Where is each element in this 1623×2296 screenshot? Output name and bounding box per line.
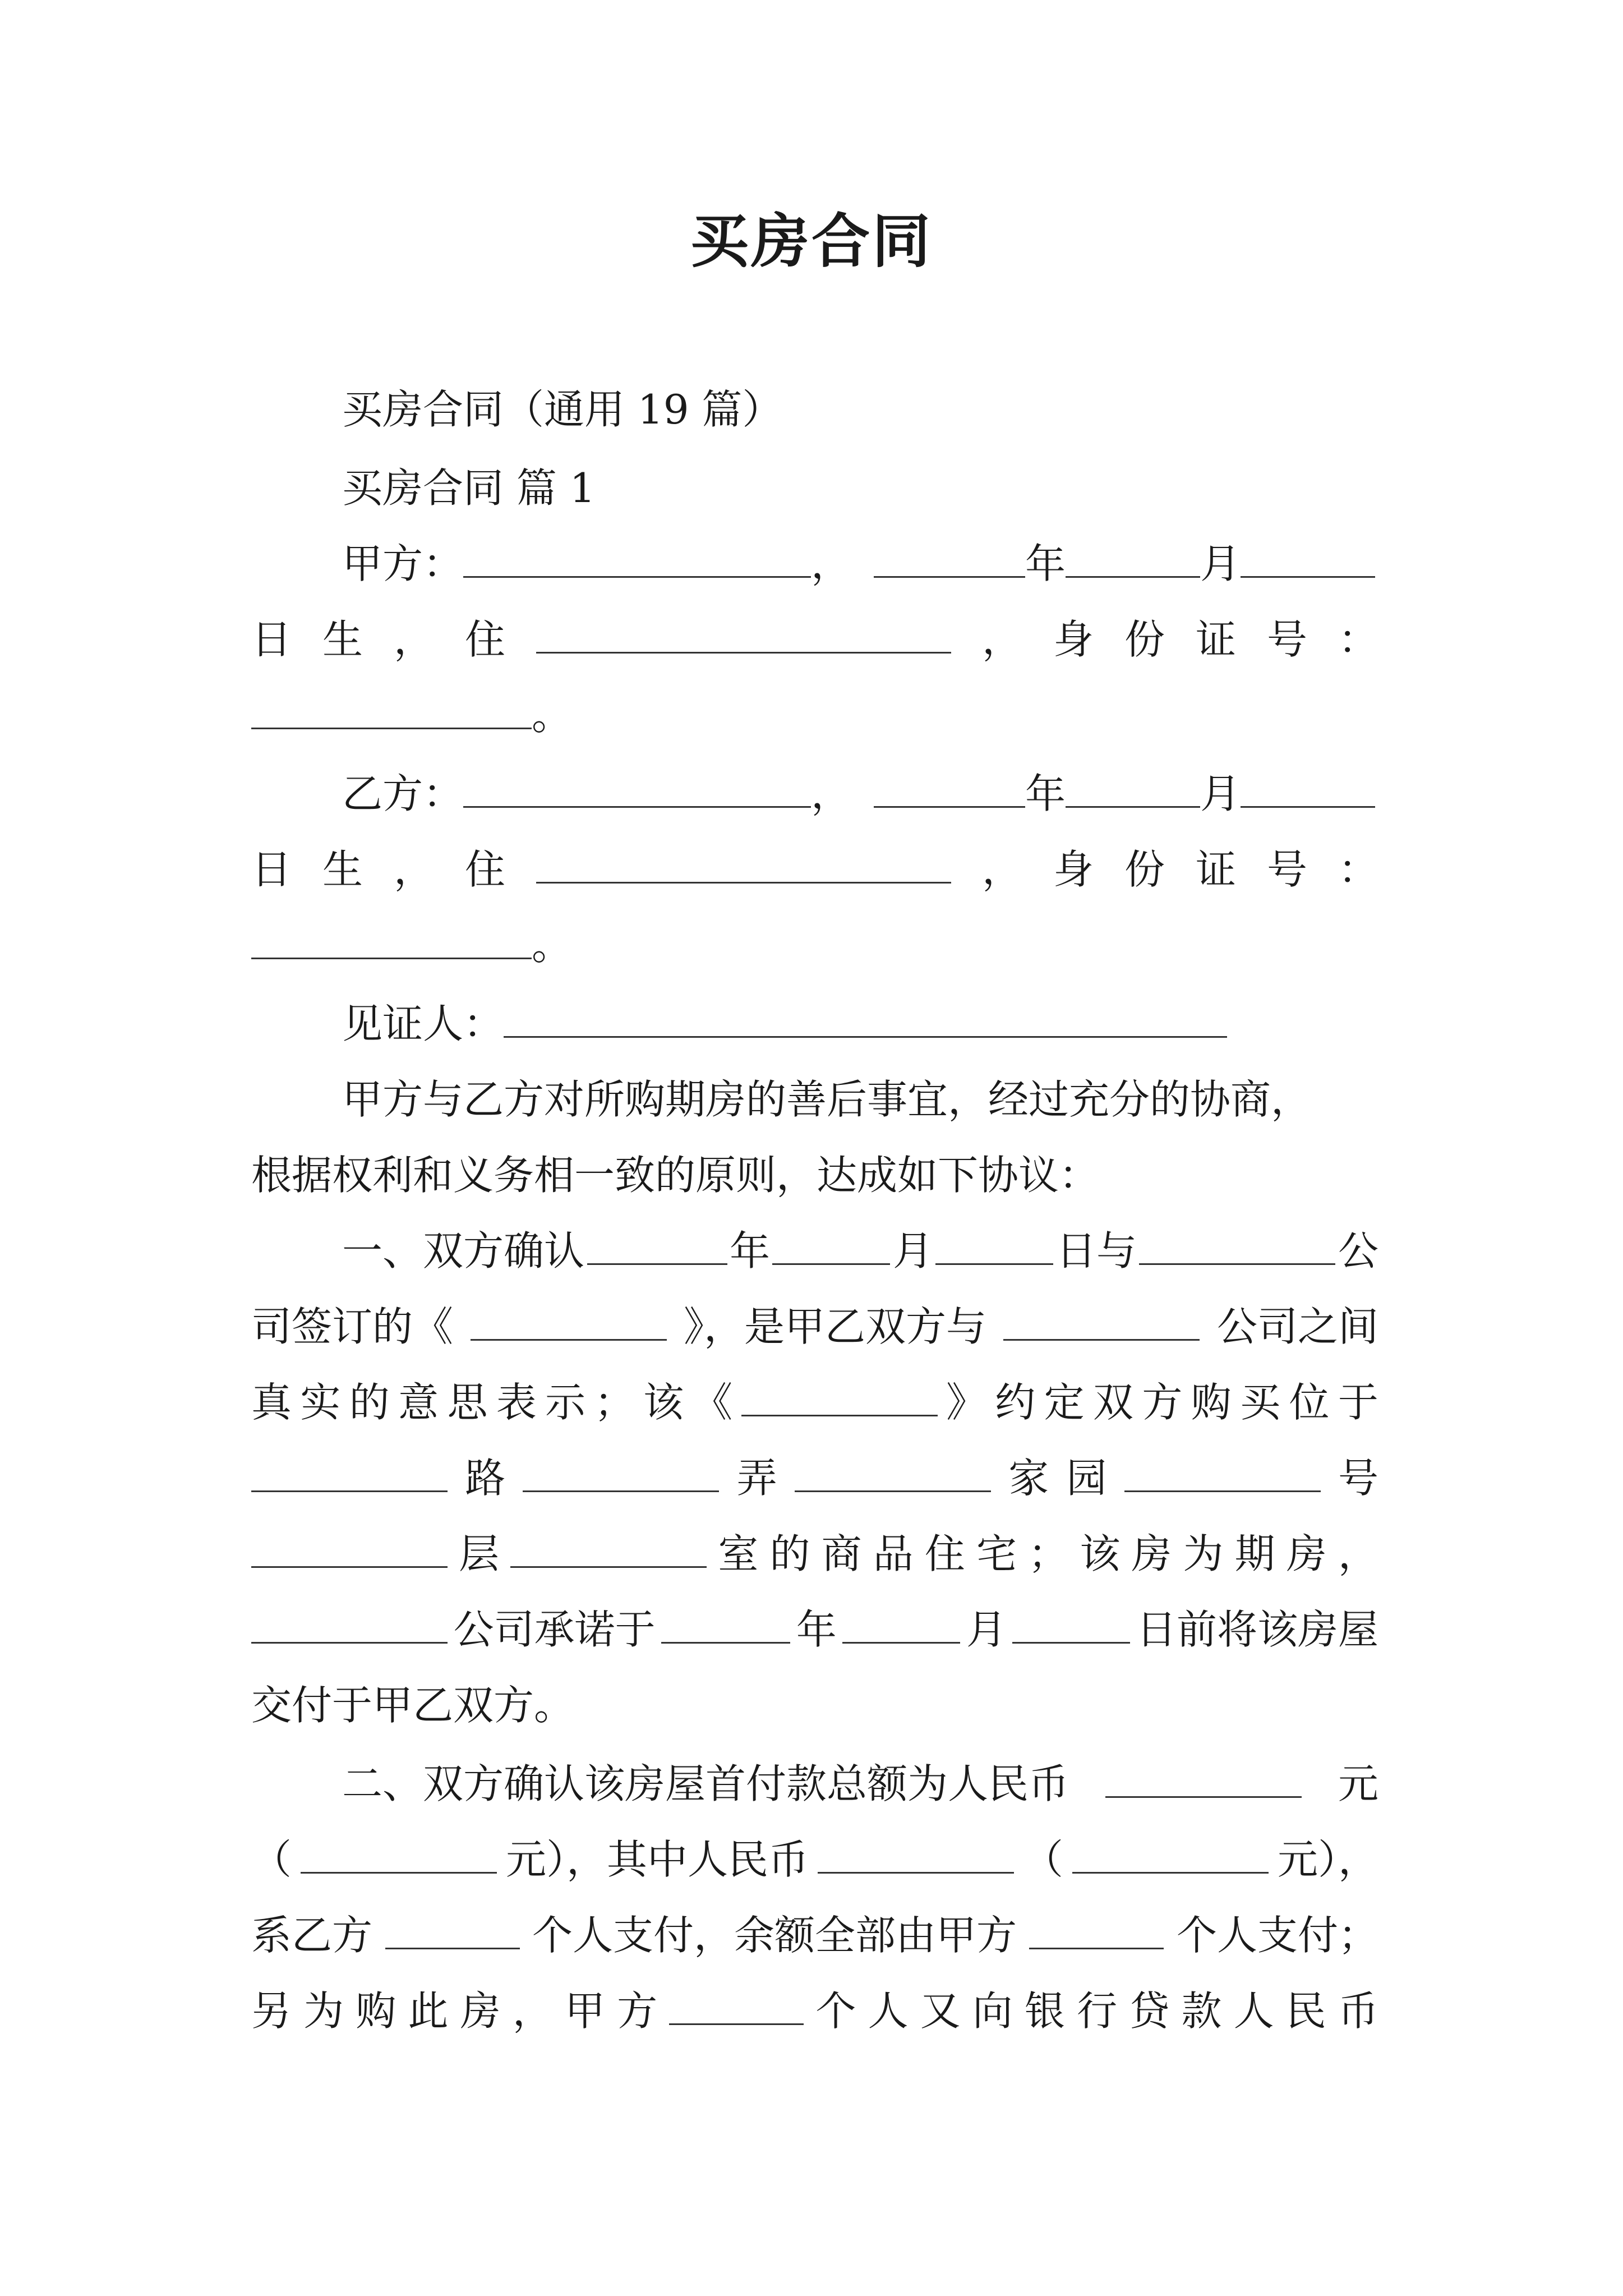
blank xyxy=(669,1978,804,2025)
clause-text: 公司之间 xyxy=(1216,1303,1378,1350)
char: 份 xyxy=(1124,846,1165,893)
party-b-address-blank xyxy=(536,837,951,884)
char: 币 xyxy=(1338,1987,1378,2035)
char: 思 xyxy=(447,1379,488,1426)
char: ； xyxy=(594,1379,635,1426)
blank xyxy=(1029,1903,1164,1949)
document-subtitle: 买房合同（通用 19 篇） xyxy=(342,386,783,433)
char: 园 xyxy=(1066,1455,1107,1502)
char: 此 xyxy=(408,1987,449,2035)
blank xyxy=(842,1597,960,1644)
blank xyxy=(1003,1294,1200,1341)
char: 购 xyxy=(356,1987,396,2035)
clause-text: 年 xyxy=(796,1606,837,1653)
char: ， xyxy=(394,846,435,893)
blank xyxy=(661,1597,790,1644)
party-b-year-blank xyxy=(874,761,1025,808)
party-b-line-3 xyxy=(251,912,1378,979)
char: 示 xyxy=(545,1379,586,1426)
blank xyxy=(385,1903,520,1949)
clause1-line-5 xyxy=(251,1520,1378,1588)
char: 日 xyxy=(251,616,292,663)
char: ， xyxy=(394,616,435,663)
char: 另 xyxy=(251,1987,292,2035)
clause1-line-1 xyxy=(251,1217,1378,1285)
char: 生 xyxy=(322,846,363,893)
intro-line-2: 根据权利和义务相一致的原则，达成如下协议： xyxy=(251,1152,1100,1199)
party-a-end: 。 xyxy=(532,692,573,739)
party-a-month-blank xyxy=(1066,531,1200,578)
char: ， xyxy=(1338,1530,1378,1577)
char: 行 xyxy=(1077,1987,1118,2035)
char: 层 xyxy=(459,1530,500,1577)
party-a-comma: ， xyxy=(811,540,852,587)
clause-text: 元），其中人民币 xyxy=(505,1836,809,1883)
clause-text: （ xyxy=(251,1836,292,1883)
blank xyxy=(587,1218,727,1265)
char: 约 xyxy=(995,1379,1036,1426)
char: 向 xyxy=(972,1987,1013,2035)
blank xyxy=(818,1827,1014,1874)
party-a-year: 年 xyxy=(1025,540,1066,587)
party-a-address-blank xyxy=(536,607,951,654)
char: 身 xyxy=(1053,616,1094,663)
char: ， xyxy=(981,616,1022,663)
witness-line xyxy=(251,990,1378,1057)
party-a-day-blank xyxy=(1241,531,1375,578)
char: 房 xyxy=(460,1987,501,2035)
party-b-month: 月 xyxy=(1200,770,1241,817)
char: 》 xyxy=(946,1379,986,1426)
char: 房 xyxy=(1286,1530,1327,1577)
char: 方 xyxy=(617,1987,658,2035)
char: 买 xyxy=(1240,1379,1281,1426)
blank xyxy=(251,1446,448,1492)
party-b-day-blank xyxy=(1241,761,1375,808)
blank xyxy=(1105,1751,1302,1798)
char: ： xyxy=(1338,616,1378,663)
char: ， xyxy=(981,846,1022,893)
clause-text: 日与 xyxy=(1055,1227,1137,1274)
char: 证 xyxy=(1195,846,1236,893)
char: 身 xyxy=(1053,846,1094,893)
clause-text: 元 xyxy=(1338,1760,1378,1807)
blank xyxy=(251,1521,448,1568)
clause1-line-6 xyxy=(251,1596,1378,1663)
char: 住 xyxy=(465,616,506,663)
party-a-line-1 xyxy=(251,530,1378,597)
clause1-line-7: 交付于甲乙双方。 xyxy=(251,1682,575,1729)
blank xyxy=(1124,1446,1321,1492)
char: 日 xyxy=(251,846,292,893)
blank xyxy=(741,1370,938,1416)
char: ， xyxy=(512,1987,553,2035)
char: 路 xyxy=(465,1455,506,1502)
blank xyxy=(510,1521,707,1568)
clause2-line-4 xyxy=(251,1977,1378,2045)
blank xyxy=(523,1446,719,1492)
char: 于 xyxy=(1338,1379,1378,1426)
party-a-line-3 xyxy=(251,682,1378,749)
clause-text: 个人支付； xyxy=(1176,1912,1378,1959)
char: 为 xyxy=(303,1987,344,2035)
char: 商 xyxy=(821,1530,862,1577)
char: 为 xyxy=(1183,1530,1224,1577)
party-a-line-2 xyxy=(251,606,1378,673)
clause-text: 系乙方 xyxy=(251,1912,373,1959)
char: 人 xyxy=(868,1987,909,2035)
char: 款 xyxy=(1181,1987,1222,2035)
char: 甲 xyxy=(564,1987,605,2035)
char: 该 xyxy=(1080,1530,1121,1577)
witness-blank xyxy=(504,991,1227,1038)
blank xyxy=(251,1597,448,1644)
char: 又 xyxy=(920,1987,961,2035)
party-b-line-2 xyxy=(251,836,1378,903)
char: 《 xyxy=(692,1379,733,1426)
clause2-line-1 xyxy=(251,1750,1378,1818)
clause-text: 二、双方确认该房屋首付款总额为人民币 xyxy=(342,1760,1069,1807)
char: 个 xyxy=(815,1987,856,2035)
char: 银 xyxy=(1025,1987,1066,2035)
section-heading: 买房合同 篇 1 xyxy=(342,464,596,512)
clause-text: 日前将该房屋 xyxy=(1136,1606,1378,1653)
clause-text: 司签订的《 xyxy=(251,1303,454,1350)
intro-line-1: 甲方与乙方对所购期房的善后事宜，经过充分的协商， xyxy=(342,1076,1312,1123)
clause-text: 个人支付，余额全部由甲方 xyxy=(532,1912,1017,1959)
party-b-year: 年 xyxy=(1025,770,1066,817)
char: 实 xyxy=(300,1379,341,1426)
char: 弄 xyxy=(736,1455,777,1502)
char: 住 xyxy=(465,846,506,893)
clause1-line-3 xyxy=(251,1369,1378,1436)
clause-text: 月 xyxy=(966,1606,1007,1653)
party-a-month: 月 xyxy=(1200,540,1241,587)
clause1-line-4 xyxy=(251,1444,1378,1512)
char: 购 xyxy=(1191,1379,1232,1426)
blank xyxy=(772,1218,890,1265)
party-b-month-blank xyxy=(1066,761,1200,808)
char: 期 xyxy=(1234,1530,1275,1577)
char: 家 xyxy=(1008,1455,1049,1502)
blank xyxy=(795,1446,991,1492)
blank xyxy=(301,1827,497,1874)
clause-text: 公司承诺于 xyxy=(453,1606,656,1653)
char: 宅 xyxy=(976,1530,1017,1577)
char: 民 xyxy=(1285,1987,1326,2035)
char: 定 xyxy=(1044,1379,1085,1426)
party-b-id-blank xyxy=(251,913,532,959)
char: 意 xyxy=(398,1379,439,1426)
char: 表 xyxy=(496,1379,537,1426)
char: 位 xyxy=(1289,1379,1330,1426)
char: 住 xyxy=(924,1530,965,1577)
char: 该 xyxy=(643,1379,684,1426)
party-a-label: 甲方： xyxy=(342,540,464,587)
clause-text: 公 xyxy=(1338,1227,1378,1274)
party-a-year-blank xyxy=(874,531,1025,578)
witness-label: 见证人： xyxy=(342,1000,504,1047)
party-b-name-blank xyxy=(463,761,811,808)
party-b-line-1 xyxy=(251,760,1378,827)
clause-text: （ xyxy=(1022,1836,1063,1883)
char: 室 xyxy=(718,1530,759,1577)
char: ； xyxy=(1028,1530,1069,1577)
blank xyxy=(471,1294,667,1341)
clause-text: 》，是甲乙双方与 xyxy=(683,1303,986,1350)
char: 双 xyxy=(1093,1379,1134,1426)
party-b-comma: ， xyxy=(811,770,852,817)
blank xyxy=(1139,1218,1335,1265)
char: 证 xyxy=(1195,616,1236,663)
char: 生 xyxy=(322,616,363,663)
clause1-line-2 xyxy=(251,1293,1378,1360)
char: 号 xyxy=(1266,846,1307,893)
party-a-name-blank xyxy=(463,531,811,578)
clause2-line-3 xyxy=(251,1902,1378,1969)
char: 的 xyxy=(769,1530,810,1577)
clause2-line-2 xyxy=(251,1826,1378,1893)
party-b-end: 。 xyxy=(532,922,573,969)
char: 真 xyxy=(251,1379,292,1426)
party-a-id-blank xyxy=(251,683,532,729)
char: 号 xyxy=(1338,1455,1378,1502)
char: 贷 xyxy=(1129,1987,1170,2035)
clause-text: 年 xyxy=(729,1227,770,1274)
clause-text: 元）， xyxy=(1277,1836,1378,1883)
char: ： xyxy=(1338,846,1378,893)
char: 份 xyxy=(1124,616,1165,663)
blank xyxy=(1012,1597,1130,1644)
blank xyxy=(1072,1827,1269,1874)
char: 品 xyxy=(873,1530,914,1577)
char: 的 xyxy=(349,1379,390,1426)
clause-text: 一、双方确认 xyxy=(342,1227,585,1274)
document-title: 买房合同 xyxy=(690,206,933,275)
char: 方 xyxy=(1142,1379,1183,1426)
char: 房 xyxy=(1131,1530,1172,1577)
blank xyxy=(935,1218,1053,1265)
char: 人 xyxy=(1233,1987,1274,2035)
clause-text: 月 xyxy=(892,1227,933,1274)
party-b-label: 乙方： xyxy=(342,770,464,817)
char: 号 xyxy=(1266,616,1307,663)
